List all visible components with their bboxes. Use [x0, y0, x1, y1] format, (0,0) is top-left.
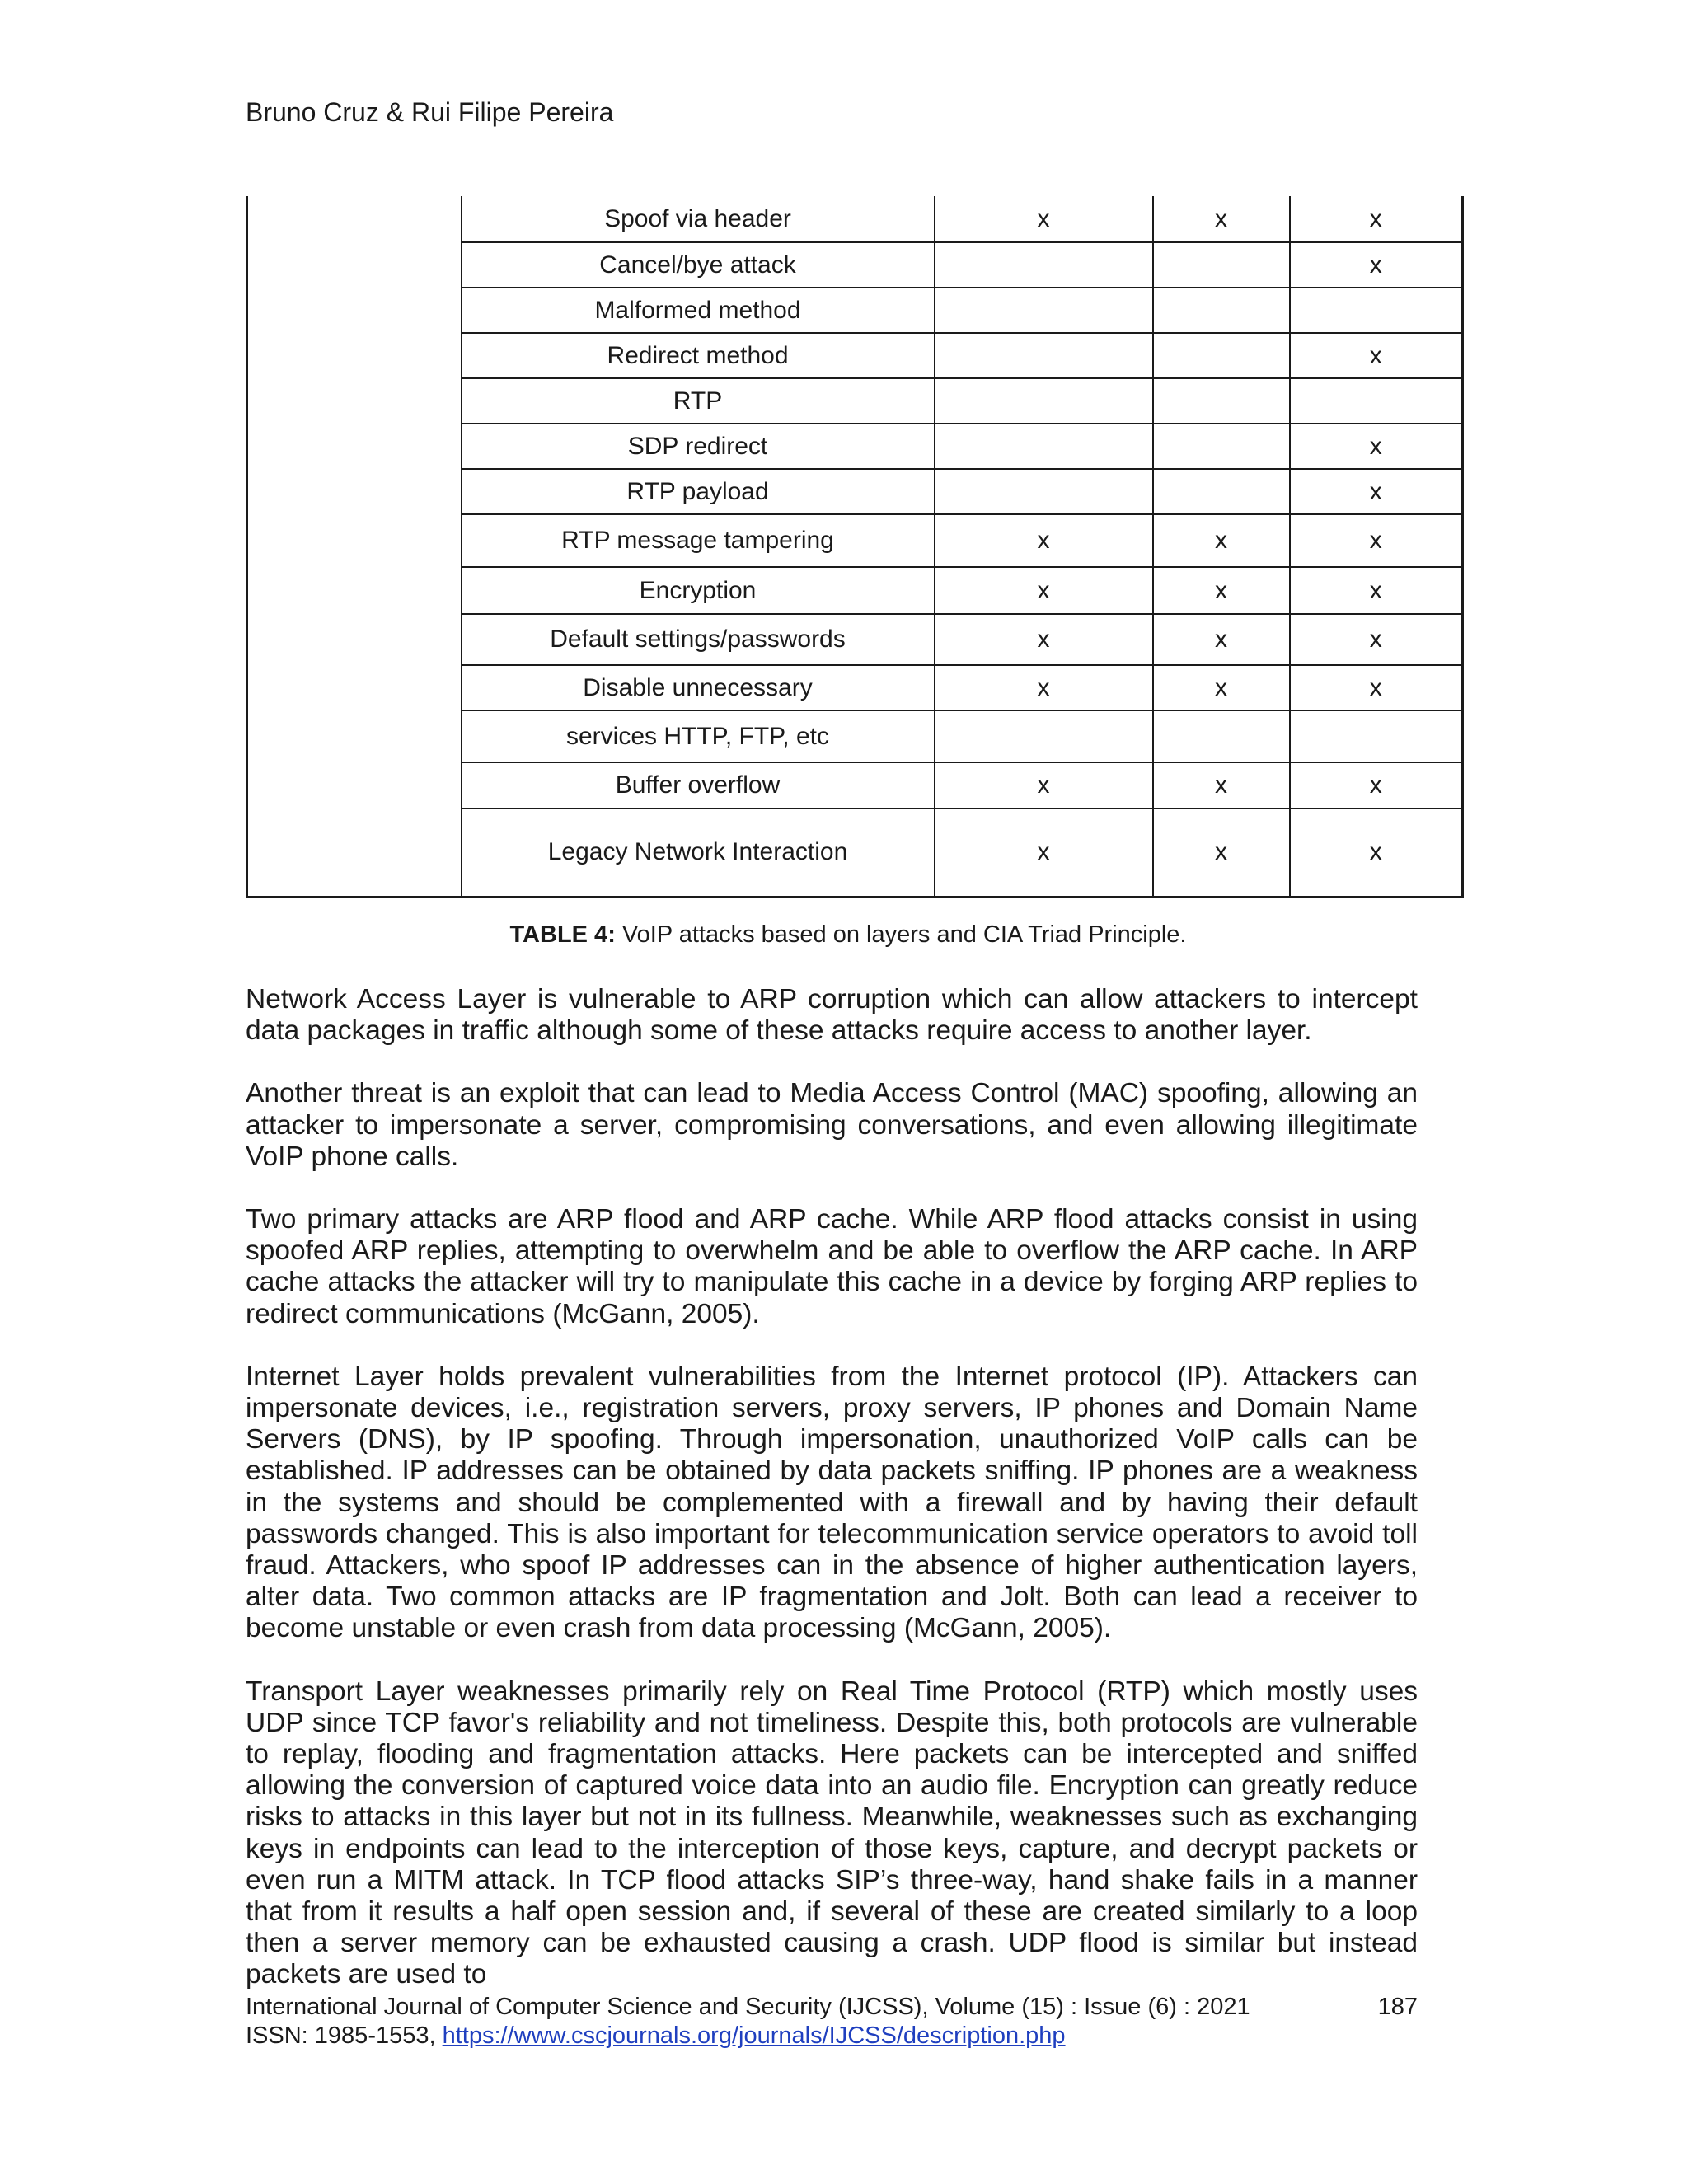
- paragraph: Another threat is an exploit that can lead to Media Access Control (MAC) spoofing, allowing an attacker to impersonate a server, compromising conversations, and even allowing illegitimate VoIP phone calls.: [246, 1078, 1418, 1172]
- cia-mark: x: [1153, 196, 1290, 242]
- attack-table-body: [247, 196, 1463, 897]
- cia-mark: x: [1153, 567, 1290, 614]
- attack-name: Cancel/bye attack: [462, 242, 935, 288]
- cia-mark: x: [1153, 808, 1290, 897]
- footer-issn-line: [246, 2022, 1418, 2050]
- attack-name: Redirect method: [462, 333, 935, 378]
- footer-journal-line: [246, 1993, 1418, 2022]
- cia-mark: [1290, 378, 1463, 424]
- cia-mark: x: [935, 567, 1153, 614]
- cia-mark: x: [1290, 514, 1463, 567]
- cia-mark: x: [1290, 762, 1463, 808]
- attack-name: Encryption: [462, 567, 935, 614]
- page-footer: [246, 1993, 1418, 2050]
- cia-mark: x: [935, 614, 1153, 665]
- footer-journal: International Journal of Computer Science and Security (IJCSS), Volume (15) : Issue (6) : 2021: [246, 1994, 1250, 2020]
- cia-mark: x: [935, 665, 1153, 710]
- cia-mark: x: [1290, 614, 1463, 665]
- cia-mark: [1290, 710, 1463, 762]
- cia-mark: x: [1290, 424, 1463, 469]
- journal-link[interactable]: https://www.cscjournals.org/journals/IJCSS/description.php: [442, 2022, 1066, 2049]
- cia-mark: x: [935, 762, 1153, 808]
- cia-mark: [935, 242, 1153, 288]
- cia-mark: x: [1290, 469, 1463, 514]
- cia-mark: x: [1153, 614, 1290, 665]
- cia-mark: x: [935, 514, 1153, 567]
- table-caption-text: VoIP attacks based on layers and CIA Triad Principle.: [615, 921, 1187, 948]
- paragraph: Internet Layer holds prevalent vulnerabilities from the Internet protocol (IP). Attackers can impersonate devices, i.e., registration servers, proxy servers, IP phones and Domain Name Servers (DNS), by IP spoofing. Through impersonation, unauthorized VoIP calls can be established. IP addresses can be obtained by data packets sniffing. IP phones are a weakness in the systems and should be complemented with a firewall and by having their default passwords changed. This is also important for telecommunication service operators to avoid toll fraud. Attackers, who spoof IP addresses can in the absence of higher authentication layers, alter data. Two common attacks are IP fragmentation and Jolt. Both can lead a receiver to become unstable or even crash from data processing (McGann, 2005).: [246, 1361, 1418, 1644]
- attack-name: services HTTP, FTP, etc: [462, 710, 935, 762]
- layer-cell: [247, 196, 462, 897]
- attack-name: Spoof via header: [462, 196, 935, 242]
- attack-name: SDP redirect: [462, 424, 935, 469]
- footer-issn: ISSN: 1985-1553,: [246, 2022, 443, 2049]
- attack-name: RTP message tampering: [462, 514, 935, 567]
- cia-mark: x: [1290, 196, 1463, 242]
- cia-mark: [1153, 378, 1290, 424]
- table-caption: [0, 920, 1688, 949]
- paragraph: Two primary attacks are ARP flood and ARP cache. While ARP flood attacks consist in using spoofed ARP replies, attempting to overwhelm and be able to overflow the ARP cache. In ARP cache attacks the attacker will try to manipulate this cache in a device by forging ARP replies to redirect communications (McGann, 2005).: [246, 1204, 1418, 1329]
- cia-mark: [935, 378, 1153, 424]
- table-row: [247, 196, 1463, 242]
- cia-mark: x: [935, 196, 1153, 242]
- cia-mark: x: [1290, 808, 1463, 897]
- cia-mark: [935, 469, 1153, 514]
- cia-mark: [1153, 424, 1290, 469]
- attack-name: Malformed method: [462, 288, 935, 333]
- cia-mark: [1290, 288, 1463, 333]
- running-head: Bruno Cruz & Rui Filipe Pereira: [246, 97, 614, 127]
- cia-mark: [935, 424, 1153, 469]
- cia-mark: x: [1290, 333, 1463, 378]
- cia-mark: [1153, 333, 1290, 378]
- paragraph: Transport Layer weaknesses primarily rely on Real Time Protocol (RTP) which mostly uses UDP since TCP favor's reliability and not timeliness. Despite this, both protocols are vulnerable to replay, flooding and fragmentation attacks. Here packets can be intercepted and sniffed allowing the conversion of captured voice data into an audio file. Encryption can greatly reduce risks to attacks in this layer but not in its fullness. Meanwhile, weaknesses such as exchanging keys in endpoints can lead to the interception of those keys, capture, and decrypt packets or even run a MITM attack. In TCP flood attacks SIP’s three-way, hand shake fails in a manner that from it results a half open session and, if several of these are created similarly to a loop then a server memory can be exhausted causing a crash. UDP flood is similar but instead packets are used to: [246, 1675, 1418, 1990]
- cia-mark: x: [1153, 665, 1290, 710]
- attack-name: Default settings/passwords: [462, 614, 935, 665]
- cia-mark: x: [935, 808, 1153, 897]
- body-text: [246, 984, 1418, 2022]
- cia-mark: [1153, 469, 1290, 514]
- attack-name: RTP payload: [462, 469, 935, 514]
- paragraph: Network Access Layer is vulnerable to ARP corruption which can allow attackers to intercept data packages in traffic although some of these attacks require access to another layer.: [246, 984, 1418, 1047]
- cia-mark: x: [1290, 567, 1463, 614]
- attack-name: Disable unnecessary: [462, 665, 935, 710]
- cia-mark: [935, 333, 1153, 378]
- attack-name: Legacy Network Interaction: [462, 808, 935, 897]
- cia-mark: [935, 288, 1153, 333]
- cia-mark: [1153, 710, 1290, 762]
- attack-name: Buffer overflow: [462, 762, 935, 808]
- cia-mark: x: [1290, 665, 1463, 710]
- cia-mark: [1153, 288, 1290, 333]
- cia-mark: [1153, 242, 1290, 288]
- cia-mark: [935, 710, 1153, 762]
- table-caption-label: TABLE 4:: [509, 921, 616, 948]
- attack-name: RTP: [462, 378, 935, 424]
- cia-mark: x: [1153, 514, 1290, 567]
- cia-mark: x: [1290, 242, 1463, 288]
- cia-mark: x: [1153, 762, 1290, 808]
- attack-table: [246, 196, 1464, 898]
- page-number: 187: [1377, 1994, 1418, 2020]
